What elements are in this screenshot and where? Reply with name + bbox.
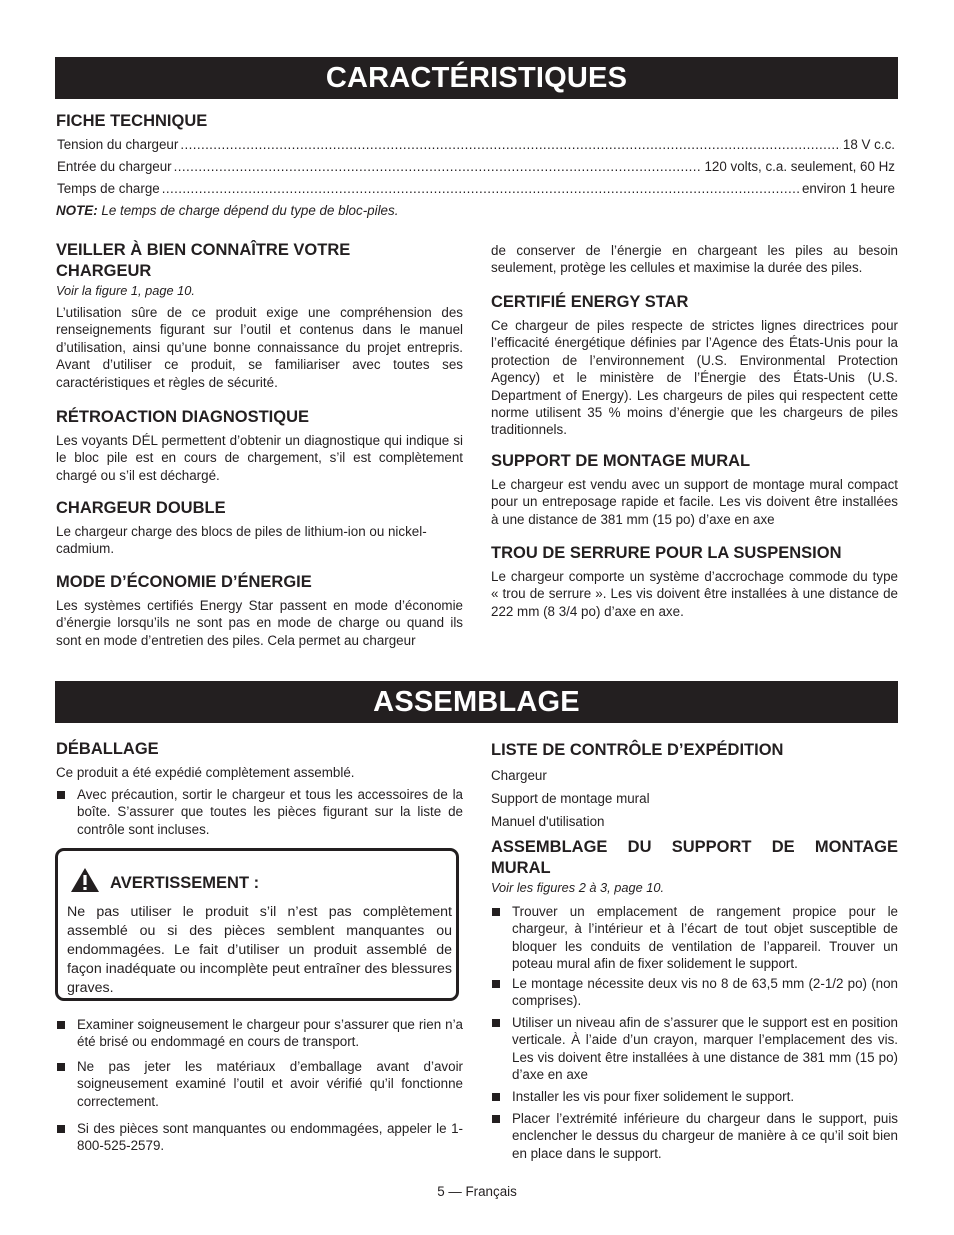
bullet-text: Si des pièces sont manquantes ou endommagées, appeler le 1-800-525-2579. bbox=[77, 1121, 463, 1154]
bullet-text: Le montage nécessite deux vis no 8 de 63,5 mm (2-1/2 po) (non comprises). bbox=[512, 976, 898, 1009]
warning-box bbox=[55, 848, 459, 1001]
veiller-text: L’utilisation sûre de ce produit exige une compréhension des renseignements figurant sur l’outil et contenus dans le manuel d’utilisation, ainsi qu’une bonne connaissance du projet entrepris. Avant d’utiliser ce produit, se familiariser avec toutes ses caractéristiques et règles de sécurité. bbox=[56, 305, 463, 390]
bullet-square bbox=[492, 1019, 500, 1027]
veiller-heading bbox=[56, 240, 463, 282]
chargeur-double-section bbox=[56, 498, 463, 558]
retroaction-heading: RÉTROACTION DIAGNOSTIQUE bbox=[56, 408, 310, 426]
energy-star-heading: CERTIFIÉ ENERGY STAR bbox=[491, 293, 689, 311]
chargeur-double-text: Le chargeur charge des blocs de piles de lithium-ion ou nickel-cadmium. bbox=[56, 524, 427, 557]
bullet-square bbox=[492, 1093, 500, 1101]
list-item bbox=[56, 1016, 463, 1051]
bullet-square bbox=[492, 908, 500, 916]
dot-leader bbox=[174, 158, 703, 175]
liste-controle-heading: LISTE DE CONTRÔLE D’EXPÉDITION bbox=[491, 741, 784, 759]
bullet-text: Placer l’extrémité inférieure du chargeur dans le support, puis enclencher le dessus du chargeur de manière à ce qu’il soit bien en place dans le support. bbox=[512, 1111, 898, 1161]
note-text: Le temps de charge dépend du type de bloc-piles. bbox=[101, 203, 399, 218]
spec-value: environ 1 heure bbox=[801, 181, 895, 196]
checklist-item: Chargeur bbox=[491, 768, 547, 783]
charge-note bbox=[56, 203, 398, 218]
dot-leader bbox=[180, 136, 841, 153]
bullet-square bbox=[57, 1021, 65, 1029]
assemblage-support-heading-line1: ASSEMBLAGE DU SUPPORT DE MONTAGE bbox=[491, 838, 898, 856]
assemblage-support-ref: Voir les figures 2 à 3, page 10. bbox=[491, 880, 665, 895]
spec-label: Temps de charge bbox=[57, 181, 160, 196]
section-banner-caracteristiques: CARACTÉRISTIQUES bbox=[55, 57, 898, 99]
bullet-text: Trouver un emplacement de rangement propice pour le chargeur, à l’intérieur et à l’écart de tout objet susceptible de bloquer les conduits de ventilation de l’appareil. Trouver un poteau mural afin de fixer solidement le support. bbox=[512, 904, 898, 972]
page-footer: 5 — Français bbox=[437, 1184, 517, 1199]
bullet-text: Avec précaution, sortir le chargeur et tous les accessoires de la boîte. S’assurer que toutes les pièces figurant sur la liste de contrôle sont incluses. bbox=[77, 787, 463, 837]
list-item bbox=[491, 1014, 898, 1084]
support-mural-heading: SUPPORT DE MONTAGE MURAL bbox=[491, 452, 751, 470]
trou-serrure-text: Le chargeur comporte un système d’accrochage commode du type « trou de serrure ». Les vis doivent être installées à une distance de 222 mm (8 3/4 po) d’axe en axe. bbox=[491, 569, 898, 619]
energy-star-section bbox=[491, 292, 898, 439]
energy-star-text: Ce chargeur de piles respecte de strictes lignes directrices pour l’efficacité énergétique définies par l’Agence des États-Unis pour la protection de l’environnement (U.S. Environmental Protection Agency) et le ministère de l’Énergie des États-Unis (U.S. Department of Energy). Les chargeurs de piles qui respectent cette norme utilisent 35 % moins d’énergie que les chargeurs de piles traditionnels. bbox=[491, 318, 898, 438]
veiller-section bbox=[56, 240, 463, 391]
bullet-square bbox=[57, 1125, 65, 1133]
spec-value: 120 volts, c.a. seulement, 60 Hz bbox=[704, 159, 895, 174]
spec-row bbox=[57, 180, 895, 197]
trou-serrure-section bbox=[491, 543, 898, 620]
assemblage-support-section bbox=[491, 837, 898, 896]
mode-economie-heading: MODE D’ÉCONOMIE D’ÉNERGIE bbox=[56, 573, 312, 591]
list-item bbox=[491, 1088, 898, 1105]
spec-row bbox=[57, 158, 895, 175]
veiller-heading-line1: VEILLER À BIEN CONNAÎTRE VOTRE bbox=[56, 241, 351, 259]
retroaction-text: Les voyants DÉL permettent d’obtenir un diagnostique qui indique si le bloc pile est en cours de chargement, s’il est complètement chargé ou s’il est déchargé. bbox=[56, 433, 463, 483]
assemblage-support-heading-line2: MURAL bbox=[491, 859, 551, 877]
bullet-text: Ne pas jeter les matériaux d’emballage avant d’avoir soigneusement examiné l’outil et avoir vérifié qu’il fonctionne correctement. bbox=[77, 1059, 463, 1109]
bullet-text: Installer les vis pour fixer solidement le support. bbox=[512, 1089, 795, 1104]
bullet-square bbox=[57, 791, 65, 799]
list-item bbox=[56, 1058, 463, 1110]
warning-text: Ne pas utiliser le produit s’il n’est pas complètement assemblé ou si des pièces semblent manquantes ou endommagées. Le fait d’utiliser un produit assemblé de façon inadéquate ou incomplète peut entraîner des blessures graves. bbox=[67, 904, 452, 996]
list-item bbox=[491, 975, 898, 1010]
chargeur-double-heading: CHARGEUR DOUBLE bbox=[56, 499, 226, 517]
trou-serrure-heading: TROU DE SERRURE POUR LA SUSPENSION bbox=[491, 544, 842, 562]
checklist-item: Support de montage mural bbox=[491, 791, 650, 806]
bullet-text: Utiliser un niveau afin de s’assurer que le support est en position verticale. À l’aide d’un crayon, marquer l’emplacement des vis. Les vis doivent être installées à une distance de 381 mm (15 po) d’axe en axe bbox=[512, 1015, 898, 1083]
deballage-heading: DÉBALLAGE bbox=[56, 740, 159, 758]
veiller-heading-line2: CHARGEUR bbox=[56, 262, 152, 280]
dot-leader bbox=[162, 180, 800, 197]
support-mural-text: Le chargeur est vendu avec un support de montage mural compact pour un entreposage rapide et facile. Les vis doivent être installées à une distance de 381 mm (15 po) d’axe en axe bbox=[491, 477, 898, 527]
warning-title: AVERTISSEMENT : bbox=[110, 874, 260, 892]
mode-economie-section bbox=[56, 572, 463, 649]
mode-economie-text-continued: de conserver de l’énergie en chargeant les piles au besoin seulement, protège les cellules et maximise la durée des piles. bbox=[491, 243, 898, 276]
support-mural-section bbox=[491, 451, 898, 528]
spec-row bbox=[57, 136, 895, 153]
spec-value: 18 V c.c. bbox=[842, 137, 895, 152]
bullet-text: Examiner soigneusement le chargeur pour s’assurer que rien n’a été brisé ou endommagé en cours de transport. bbox=[77, 1017, 463, 1050]
note-label: NOTE: bbox=[56, 203, 98, 218]
veiller-ref: Voir la figure 1, page 10. bbox=[56, 283, 195, 298]
spec-label: Entrée du chargeur bbox=[57, 159, 172, 174]
mode-economie-text: Les systèmes certifiés Energy Star passent en mode d’économie d’énergie lorsqu’ils ne sont pas en mode de charge ou quand ils sont en mode d’entretien des piles. Cela permet au chargeur bbox=[56, 598, 463, 648]
checklist-item: Manuel d'utilisation bbox=[491, 814, 605, 829]
bullet-square bbox=[492, 1115, 500, 1123]
retroaction-section bbox=[56, 407, 463, 484]
bullet-square bbox=[492, 980, 500, 988]
list-item bbox=[491, 903, 898, 973]
deballage-intro: Ce produit a été expédié complètement assemblé. bbox=[56, 765, 355, 780]
warning-triangle-icon bbox=[70, 867, 100, 893]
section-banner-assemblage: ASSEMBLAGE bbox=[55, 681, 898, 723]
fiche-technique-heading: FICHE TECHNIQUE bbox=[56, 112, 208, 130]
spec-label: Tension du chargeur bbox=[57, 137, 179, 152]
list-item bbox=[56, 1120, 463, 1155]
list-item bbox=[491, 1110, 898, 1162]
bullet-square bbox=[57, 1063, 65, 1071]
list-item bbox=[56, 786, 463, 838]
